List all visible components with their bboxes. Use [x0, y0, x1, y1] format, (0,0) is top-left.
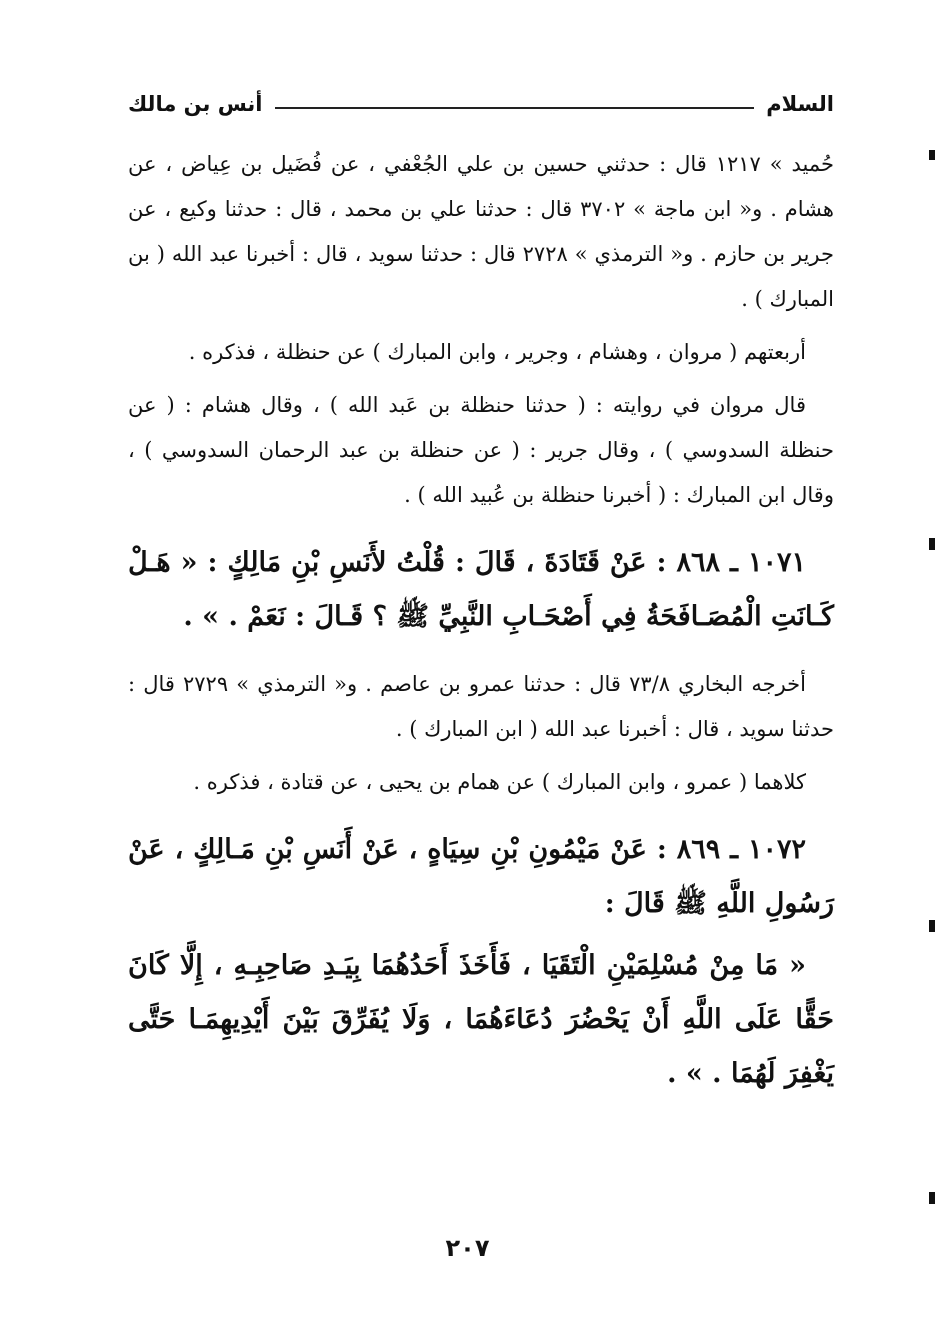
running-header [128, 86, 834, 122]
section-title: السلام [766, 92, 834, 116]
page-body [128, 142, 834, 1101]
scan-edge-mark [929, 1192, 935, 1204]
hadith-text: ١٠٧١ ـ ٨٦٨ : عَنْ قَتَادَةَ ، قَالَ : قُلْتُ لأَنَسِ بْنِ مَالِكٍ : « هَـلْ كَـانَتِ الْمُصَـافَحَةُ فِي أَصْحَـابِ النَّبِيِّ ﷺ ؟ قَـالَ : نَعَمْ . » . [128, 547, 834, 632]
takhrij-paragraph: كلاهما ( عمرو ، وابن المبارك ) عن همام بن يحيى ، عن قتادة ، فذكره . [193, 770, 806, 794]
chapter-title: أنس بن مالك [128, 92, 263, 116]
header-rule [275, 107, 755, 109]
takhrij-paragraph: حُميد » ١٢١٧ قال : حدثني حسين بن علي الجُعْفي ، عن فُضَيل بن عِياض ، عن هشام . و« ابن ماجة » ٣٧٠٢ قال : حدثنا علي بن محمد ، قال : حدثنا وكيع ، عن جرير بن حازم . و« الترمذي » ٢٧٢٨ قال : حدثنا سويد ، قال : أخبرنا عبد الله ( بن المبارك ) . [128, 152, 834, 311]
scan-edge-mark [929, 920, 935, 932]
scan-edge-mark [929, 538, 935, 550]
takhrij-paragraph: أخرجه البخاري ٧٣/٨ قال : حدثنا عمرو بن عاصم . و« الترمذي » ٢٧٢٩ قال : حدثنا سويد ، قال : أخبرنا عبد الله ( ابن المبارك ) . [128, 672, 834, 741]
takhrij-paragraph: أربعتهم ( مروان ، وهشام ، وجرير ، وابن المبارك ) عن حنظلة ، فذكره . [188, 340, 806, 364]
page-number: ٢٠٧ [445, 1234, 490, 1262]
takhrij-paragraph: قال مروان في روايته : ( حدثنا حنظلة بن عَبد الله ) ، وقال هشام : ( عن حنظلة السدوسي ) ، وقال جرير : ( عن حنظلة بن عبد الرحمان السدوسي ) ، وقال ابن المبارك : ( أخبرنا حنظلة بن عُبيد الله ) . [128, 393, 834, 507]
scan-edge-mark [929, 150, 935, 160]
hadith-text: ١٠٧٢ ـ ٨٦٩ : عَنْ مَيْمُونِ بْنِ سِيَاهٍ ، عَنْ أَنَسِ بْنِ مَـالِكٍ ، عَنْ رَسُولِ اللَّهِ ﷺ قَالَ : [128, 834, 834, 919]
hadith-text: « مَا مِنْ مُسْلِمَيْنِ الْتَقَيَا ، فَأَخَذَ أَحَدُهُمَا بِيَـدِ صَاحِبِـهِ ، إِلَّا كَانَ حَقًّا عَلَى اللَّهِ أَنْ يَحْضُرَ دُعَاءَهُمَا ، وَلَا يُفَرِّقَ بَيْنَ أَيْدِيهِمَـا حَتَّى يَغْفِرَ لَهُمَا . » . [128, 950, 834, 1089]
